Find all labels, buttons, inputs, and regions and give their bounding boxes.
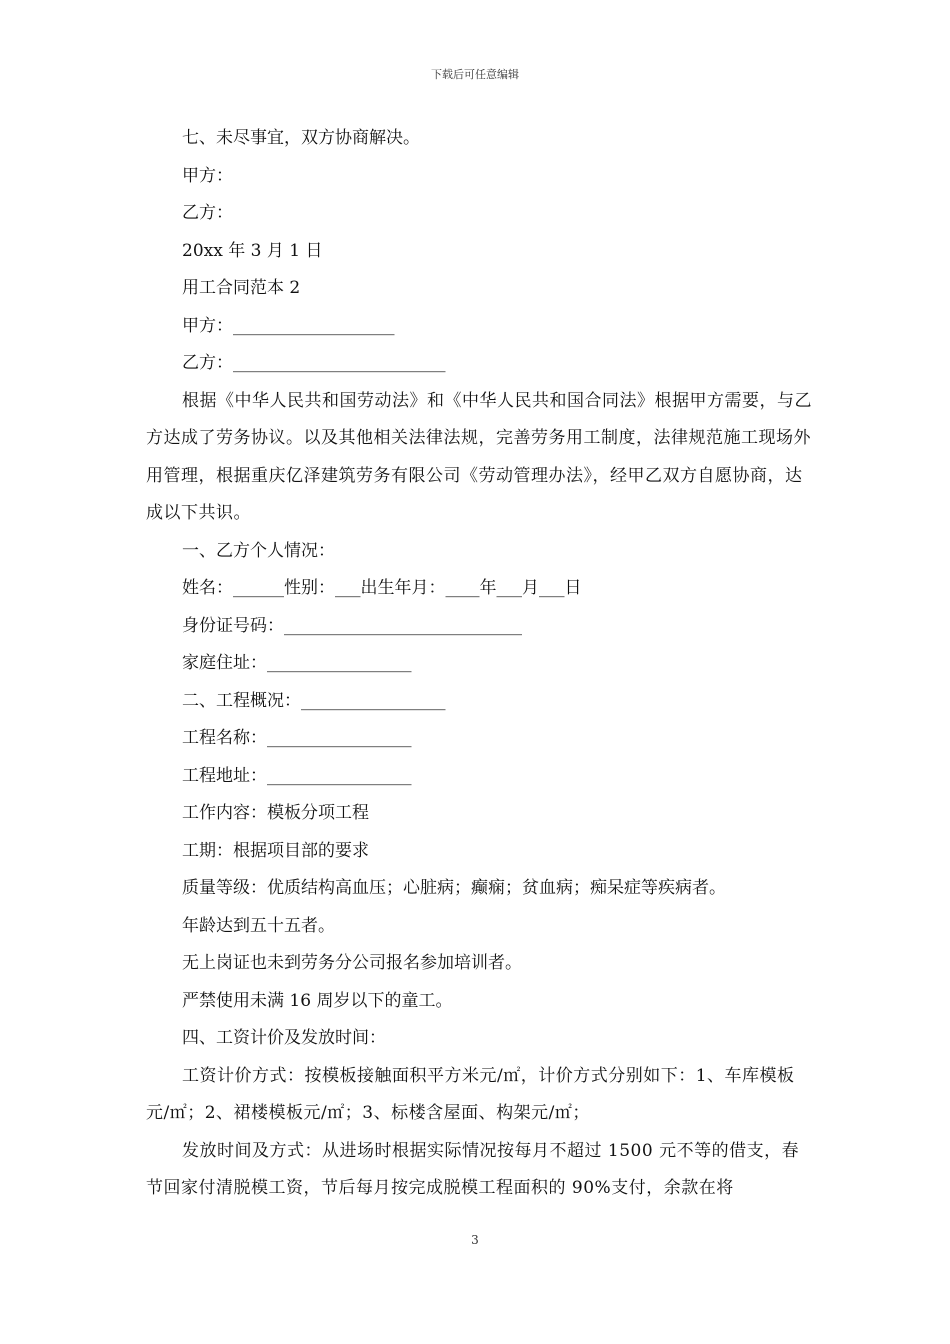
id-number-field: 身份证号码：____________________________ <box>182 615 522 636</box>
party-b-signature: 乙方： <box>182 203 233 223</box>
preamble-paragraph: 根据《中华人民共和国劳动法》和《中华人民共和国合同法》根据甲方需要，与乙方达成了劳务协议。以及其他相关法律法规，完善劳务用工制度，法律规范施工现场外用管理，根据重庆亿泽建筑劳务有限公司《劳动管理办法》，经甲乙双方自愿协商，达成以下共识。 <box>146 390 812 523</box>
project-address-field: 工程地址：_________________ <box>182 765 412 786</box>
project-name-field: 工程名称：_________________ <box>182 728 412 748</box>
certificate-restriction-line: 无上岗证也未到劳务分公司报名参加培训者。 <box>182 953 522 973</box>
template-title: 用工合同范本 2 <box>182 278 301 298</box>
contract-date: 20xx 年 3 月 1 日 <box>182 240 323 261</box>
section-four-heading: 四、工资计价及发放时间： <box>182 1028 386 1048</box>
quality-grade-line: 质量等级：优质结构高血压；心脏病；癫痫；贫血病；痴呆症等疾病者。 <box>182 878 726 898</box>
work-period-line: 工期：根据项目部的要求 <box>182 840 369 861</box>
payment-time-paragraph: 发放时间及方式：从进场时根据实际情况按每月不超过 1500 元不等的借支，春节回家付清脱模工资，节后每月按完成脱模工程面积的 90%支付，余款在将 <box>146 1140 800 1198</box>
party-b-field: 乙方：_________________________ <box>182 353 446 373</box>
section-two-heading: 二、工程概况：_________________ <box>182 690 446 711</box>
document-body <box>146 120 812 1208</box>
work-content-line: 工作内容：模板分项工程 <box>182 803 369 823</box>
wage-method-paragraph: 工资计价方式：按模板接触面积平方米元/㎡，计价方式分别如下：1、车库模板元/㎡；2、裙楼模板元/㎡；3、标楼含屋面、构架元/㎡； <box>146 1065 795 1123</box>
party-a-signature: 甲方： <box>182 165 233 186</box>
page-header-note: 下载后可任意编辑 <box>431 68 519 81</box>
child-labor-line: 严禁使用未满 16 周岁以下的童工。 <box>182 990 453 1011</box>
section-one-heading: 一、乙方个人情况： <box>182 540 335 561</box>
age-restriction-line: 年龄达到五十五者。 <box>182 915 335 936</box>
page-number: 3 <box>471 1233 479 1247</box>
party-a-field: 甲方：___________________ <box>182 315 395 336</box>
personal-info-line: 姓名：______性别：___出生年月：____年___月___日 <box>182 578 582 598</box>
clause-seven: 七、未尽事宜，双方协商解决。 <box>182 128 420 148</box>
home-address-field: 家庭住址：_________________ <box>182 653 412 673</box>
